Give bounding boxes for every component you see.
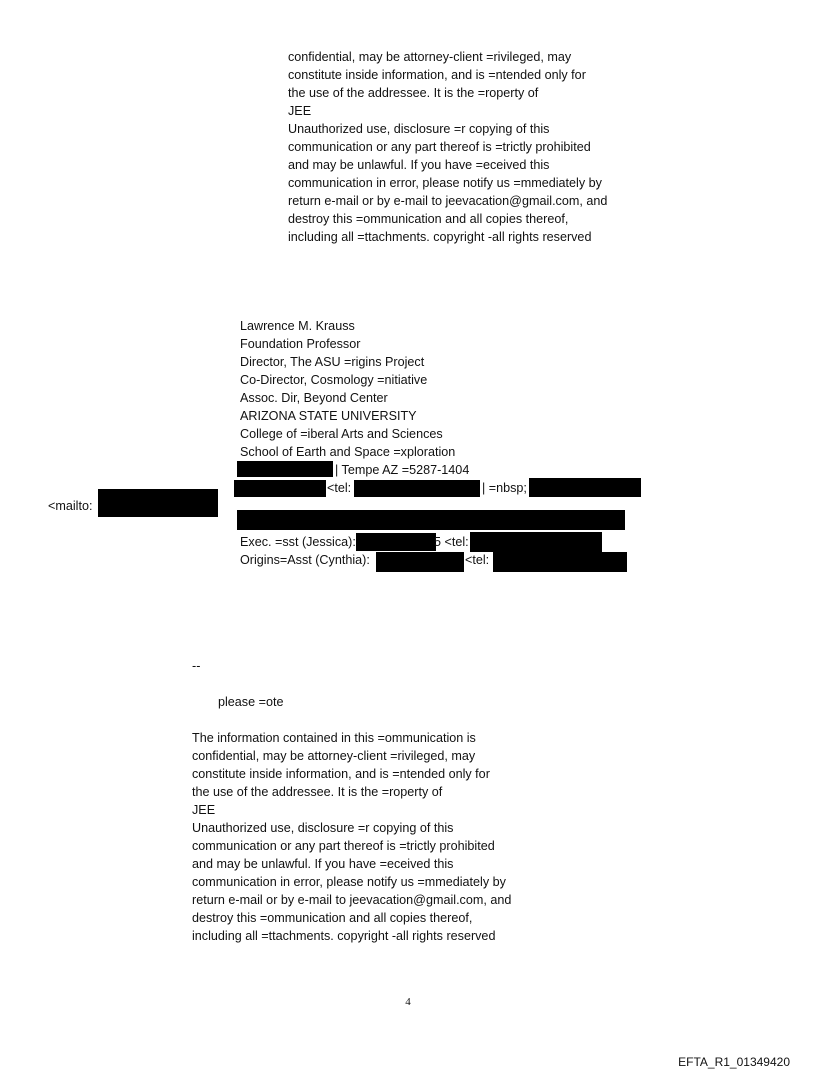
tel-text: <tel: (327, 481, 352, 495)
signature-line: ARIZONA STATE UNIVERSITY (240, 409, 417, 423)
text-line: constitute inside information, and is =ntended only for (192, 767, 490, 781)
redaction-bar (529, 478, 641, 497)
tel-text: <tel: (465, 553, 490, 567)
text-line: confidential, may be attorney-client =rivileged, may (288, 50, 572, 64)
redaction-bar (354, 480, 480, 497)
text-line: Unauthorized use, disclosure =r copying of this (288, 122, 550, 136)
redaction-bar (376, 552, 464, 572)
text-line: The information contained in this =ommunication is (192, 731, 476, 745)
signature-name: Lawrence M. Krauss (240, 319, 355, 333)
signature-line: School of Earth and Space =xploration (240, 445, 456, 459)
text-line: Unauthorized use, disclosure =r copying of this (192, 821, 454, 835)
text-line: JEE (192, 803, 216, 817)
text-line: return e-mail or by e-mail to jeevacation@gmail.com, and (288, 194, 608, 208)
signature-line: Co-Director, Cosmology =nitiative (240, 373, 428, 387)
text-line: communication or any part thereof is =trictly prohibited (192, 839, 495, 853)
document-id: EFTA_R1_01349420 (678, 1055, 790, 1069)
text-line: JEE (288, 104, 312, 118)
text-line: the use of the addressee. It is the =roperty of (288, 86, 539, 100)
origins-assistant-label: Origins=Asst (Cynthia): (240, 553, 370, 567)
mailto-text: <mailto: (48, 499, 93, 513)
redaction-bar (237, 461, 333, 477)
signature-line: Foundation Professor (240, 337, 361, 351)
redaction-bar (356, 533, 436, 551)
redaction-bar (234, 480, 326, 497)
nbsp-text: | =nbsp; (482, 481, 527, 495)
signature-separator: -- (192, 659, 201, 673)
text-line: and may be unlawful. If you have =eceived this (192, 857, 454, 871)
text-line: confidential, may be attorney-client =rivileged, may (192, 749, 476, 763)
text-line: destroy this =ommunication and all copies thereof, (288, 212, 569, 226)
tel-text: 5 <tel: (434, 535, 469, 549)
address-text: | Tempe AZ =5287-1404 (335, 463, 470, 477)
text-line: the use of the addressee. It is the =roperty of (192, 785, 443, 799)
redaction-bar (98, 489, 218, 517)
exec-assistant-label: Exec. =sst (Jessica): (240, 535, 356, 549)
signature-line: Director, The ASU =rigins Project (240, 355, 425, 369)
signature-line: Assoc. Dir, Beyond Center (240, 391, 388, 405)
text-line: constitute inside information, and is =ntended only for (288, 68, 586, 82)
page-number: 4 (405, 996, 411, 1008)
text-line: including all =ttachments. copyright -all rights reserved (192, 929, 496, 943)
redaction-bar (470, 532, 602, 552)
please-note-text: please =ote (218, 695, 284, 709)
text-line: and may be unlawful. If you have =eceived this (288, 158, 550, 172)
text-line: destroy this =ommunication and all copies thereof, (192, 911, 473, 925)
redaction-bar (493, 552, 627, 572)
text-line: including all =ttachments. copyright -all rights reserved (288, 230, 592, 244)
text-line: communication or any part thereof is =trictly prohibited (288, 140, 591, 154)
text-line: communication in error, please notify us =mmediately by (288, 176, 602, 190)
signature-line: College of =iberal Arts and Sciences (240, 427, 443, 441)
text-line: communication in error, please notify us =mmediately by (192, 875, 506, 889)
text-line: return e-mail or by e-mail to jeevacation@gmail.com, and (192, 893, 512, 907)
redaction-bar (237, 510, 625, 530)
